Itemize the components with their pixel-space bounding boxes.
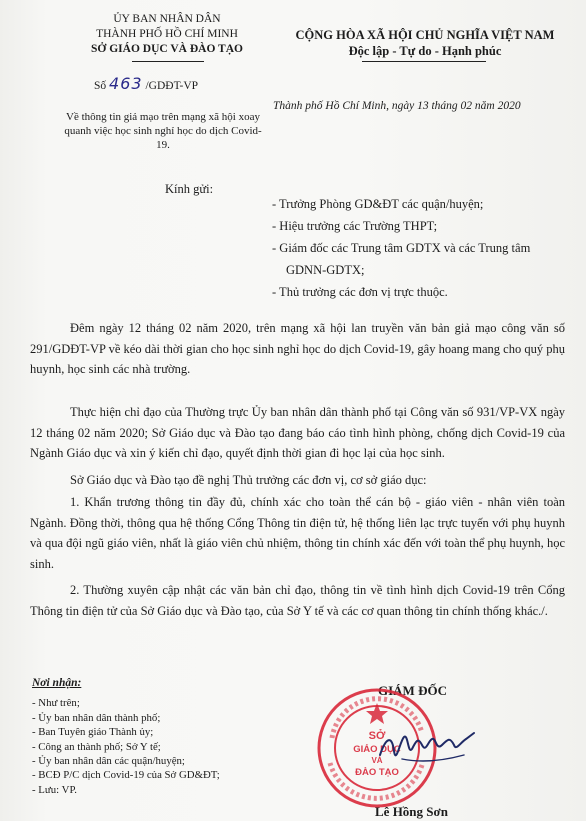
issuer-line-3: SỞ GIÁO DỤC VÀ ĐÀO TẠO [91,43,243,55]
issuer-line-2: THÀNH PHỐ HỒ CHÍ MINH [96,28,238,40]
recipient-item: - Thủ trưởng các đơn vị trực thuộc. [272,285,448,299]
number-prefix: Số [94,80,110,92]
distribution-item: - Như trên; [32,697,80,710]
distribution-item: - BCĐ P/C dịch Covid-19 của Sở GD&ĐT; [32,769,220,782]
handwritten-signature [372,715,482,790]
distribution-item: - Ủy ban nhân dân thành phố; [32,711,161,724]
body-paragraph-3: Sở Giáo dục và Đào tạo đề nghị Thủ trưởng các đơn vị, cơ sở giáo dục: [70,473,427,487]
motto-underline [362,61,486,62]
svg-text:ĐÀO TẠO: ĐÀO TẠO [355,767,399,778]
recipient-item: - Hiệu trưởng các Trường THPT; [272,219,438,233]
distribution-item: - Ủy ban nhân dân các quận/huyện; [32,755,185,768]
body-paragraph-2: Thực hiện chỉ đạo của Thường trực Ủy ban nhân dân thành phố tại Công văn số 931/VP-VX ngày 12 tháng 02 năm 2020; Sở Giáo dục và Đào tạo đang báo cáo tình hình phòng, chống dịch Covid-19 của Ngành Giáo dục và xin ý kiến chỉ đạo, quyết định thời gian đi học lại của học sinh. [30,405,565,460]
recipient-list [272,193,572,303]
document-subject: Về thông tin giả mạo trên mạng xã hội xoay quanh việc học sinh nghỉ học do dịch Covid-19. [64,111,262,151]
distribution-title: Nơi nhận: [32,677,82,689]
recipient-item: - Giám đốc các Trung tâm GDTX và các Trung tâm GDNN-GDTX; [272,241,531,277]
number-suffix: /GDĐT-VP [142,80,199,92]
national-header [265,27,585,59]
national-motto: Độc lập - Tự do - Hạnh phúc [348,44,502,58]
distribution-item: - Ban Tuyên giáo Thành ủy; [32,726,154,739]
body-item-2: 2. Thường xuyên cập nhật các văn bản chỉ đạo, thông tin về tình hình dịch Covid-19 trên Cổng Thông tin điện tử của Sở Giáo dục và Đào tạo, của Sở Y tế và các cơ quan thông tin chính thống khác./. [30,583,565,618]
number-handwritten: 463 [109,74,143,93]
signer-name: Lê Hồng Sơn [375,804,448,819]
recipient-item: - Trưởng Phòng GD&ĐT các quận/huyện; [272,197,484,211]
svg-text:SỞ: SỞ [368,730,386,742]
svg-text:VÀ: VÀ [371,756,383,765]
issuer-line-1: ỦY BAN NHÂN DÂN [113,13,221,25]
body-paragraph-1: Đêm ngày 12 tháng 02 năm 2020, trên mạng xã hội lan truyền văn bản giả mạo công văn số 291/GDĐT-VP về kéo dài thời gian cho học sinh nghỉ học do dịch Covid-19, gây hoang mang cho quý phụ huynh, học sinh các nhà trường. [30,321,565,376]
svg-text:GIÁO DỤC: GIÁO DỤC [353,744,401,755]
national-title: CỘNG HÒA XÃ HỘI CHỦ NGHĨA VIỆT NAM [295,28,555,42]
body-item-1: 1. Khẩn trương thông tin đầy đủ, chính xác cho toàn thể cán bộ - giáo viên - nhân viên toàn Ngành. Đồng thời, thông qua hệ thống Cổng Thông tin điện tử, hệ thống liên lạc trực tuyến với phụ huynh và qua đội ngũ giáo viên, nhất là giáo viên chủ nhiệm, thông tin chính xác đến với toàn thể phụ huynh, học sinh. [30,495,565,571]
distribution-item: - Lưu: VP. [32,783,77,796]
salutation: Kính gửi: [165,182,214,196]
issuer-underline [132,61,204,62]
issuer-header [52,12,282,57]
date-line: Thành phố Hồ Chí Minh, ngày 13 tháng 02 năm 2020 [273,100,521,112]
document-number [94,74,198,93]
signer-title: GIÁM ĐỐC [378,683,447,698]
distribution-list [32,676,322,797]
distribution-item: - Công an thành phố; Sở Y tế; [32,740,161,753]
